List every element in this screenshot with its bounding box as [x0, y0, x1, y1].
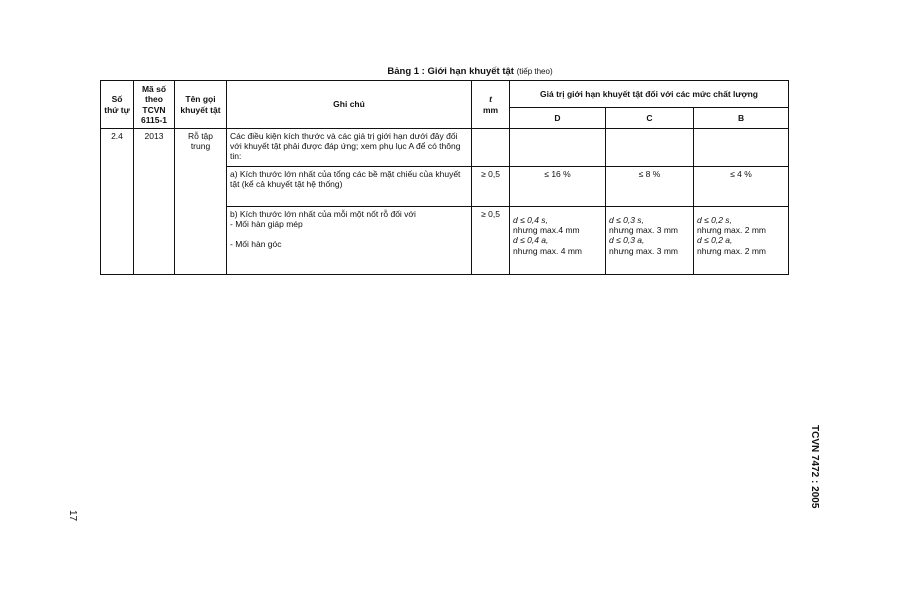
- cell-so-thu-tu: 2.4: [101, 129, 134, 275]
- header-so-thu-tu: Số thứ tự: [101, 81, 134, 129]
- cell-b-b2b: nhưng max. 2 mm: [697, 245, 766, 256]
- cell-b-b1b: nhưng max. 2 mm: [697, 225, 766, 236]
- header-ghi-chu: Ghi chú: [227, 81, 472, 129]
- cell-intro: Các điều kiện kích thước và các giá trị giới hạn dưới đây đối với khuyết tật phải được đáp ứng; xem phụ lục A để có thông tin:: [227, 129, 472, 167]
- cell-b-sub2: - Mối hàn góc: [230, 239, 282, 250]
- cell-b-b1: d ≤ 0,2 s,: [697, 215, 732, 225]
- page-number: 17: [67, 510, 78, 522]
- cell-b-c: [606, 207, 694, 275]
- cell-b-label: b) Kích thước lớn nhất của mỗi một nốt rỗ đối với: [230, 209, 416, 219]
- cell-a-d: ≤ 16 %: [510, 167, 606, 207]
- cell-a-text: a) Kích thước lớn nhất của tổng các bề mặt chiếu của khuyết tật (kể cả khuyết tật hệ thống): [227, 167, 472, 207]
- cell-b-d2b: nhưng max. 4 mm: [513, 245, 582, 256]
- cell-b-b2: d ≤ 0,2 a,: [697, 235, 733, 246]
- cell-intro-d: [510, 129, 606, 167]
- cell-ten-goi: Rỗ tập trung: [175, 129, 227, 275]
- table-row-intro: [101, 129, 789, 167]
- cell-intro-t: [472, 129, 510, 167]
- header-level-d: D: [510, 108, 606, 129]
- header-level-b: B: [694, 108, 789, 129]
- cell-b-c1b: nhưng max. 3 mm: [609, 225, 678, 236]
- header-ma-so: Mã số theo TCVN 6115-1: [134, 81, 175, 129]
- header-row: [101, 81, 789, 108]
- header-t-unit: mm: [482, 104, 499, 115]
- header-ten-goi: Tên gọi khuyết tật: [175, 81, 227, 129]
- cell-ma-so: 2013: [134, 129, 175, 275]
- standard-code-label: TCVN 7472 : 2005: [809, 425, 820, 509]
- cell-b-text: [227, 207, 472, 275]
- cell-intro-b: [694, 129, 789, 167]
- cell-b-c2: d ≤ 0,3 a,: [609, 235, 645, 246]
- cell-b-d1b: nhưng max.4 mm: [513, 225, 580, 236]
- header-t-symbol: t: [489, 94, 492, 105]
- cell-a-c: ≤ 8 %: [606, 167, 694, 207]
- cell-b-c2b: nhưng max. 3 mm: [609, 245, 678, 256]
- header-gia-tri: Giá trị giới hạn khuyết tật đối với các mức chất lượng: [510, 81, 789, 108]
- standard-code-label-wrap: [806, 425, 826, 545]
- cell-b-b: [694, 207, 789, 275]
- caption-title: Bảng 1 : Giới hạn khuyết tật: [387, 66, 514, 77]
- cell-b-d1: d ≤ 0,4 s,: [513, 215, 548, 225]
- cell-intro-c: [606, 129, 694, 167]
- header-level-c: C: [606, 108, 694, 129]
- cell-b-d2: d ≤ 0,4 a,: [513, 235, 549, 246]
- caption-continuation: (tiếp theo): [516, 67, 553, 76]
- header-t: [472, 81, 510, 129]
- cell-b-sub1: - Mối hàn giáp mép: [230, 219, 303, 230]
- cell-b-d: [510, 207, 606, 275]
- defect-limits-table: [100, 80, 789, 275]
- table-caption: [320, 66, 620, 77]
- cell-a-t: ≥ 0,5: [472, 167, 510, 207]
- cell-b-c1: d ≤ 0,3 s,: [609, 215, 644, 225]
- cell-a-b: ≤ 4 %: [694, 167, 789, 207]
- cell-b-t: ≥ 0,5: [472, 207, 510, 275]
